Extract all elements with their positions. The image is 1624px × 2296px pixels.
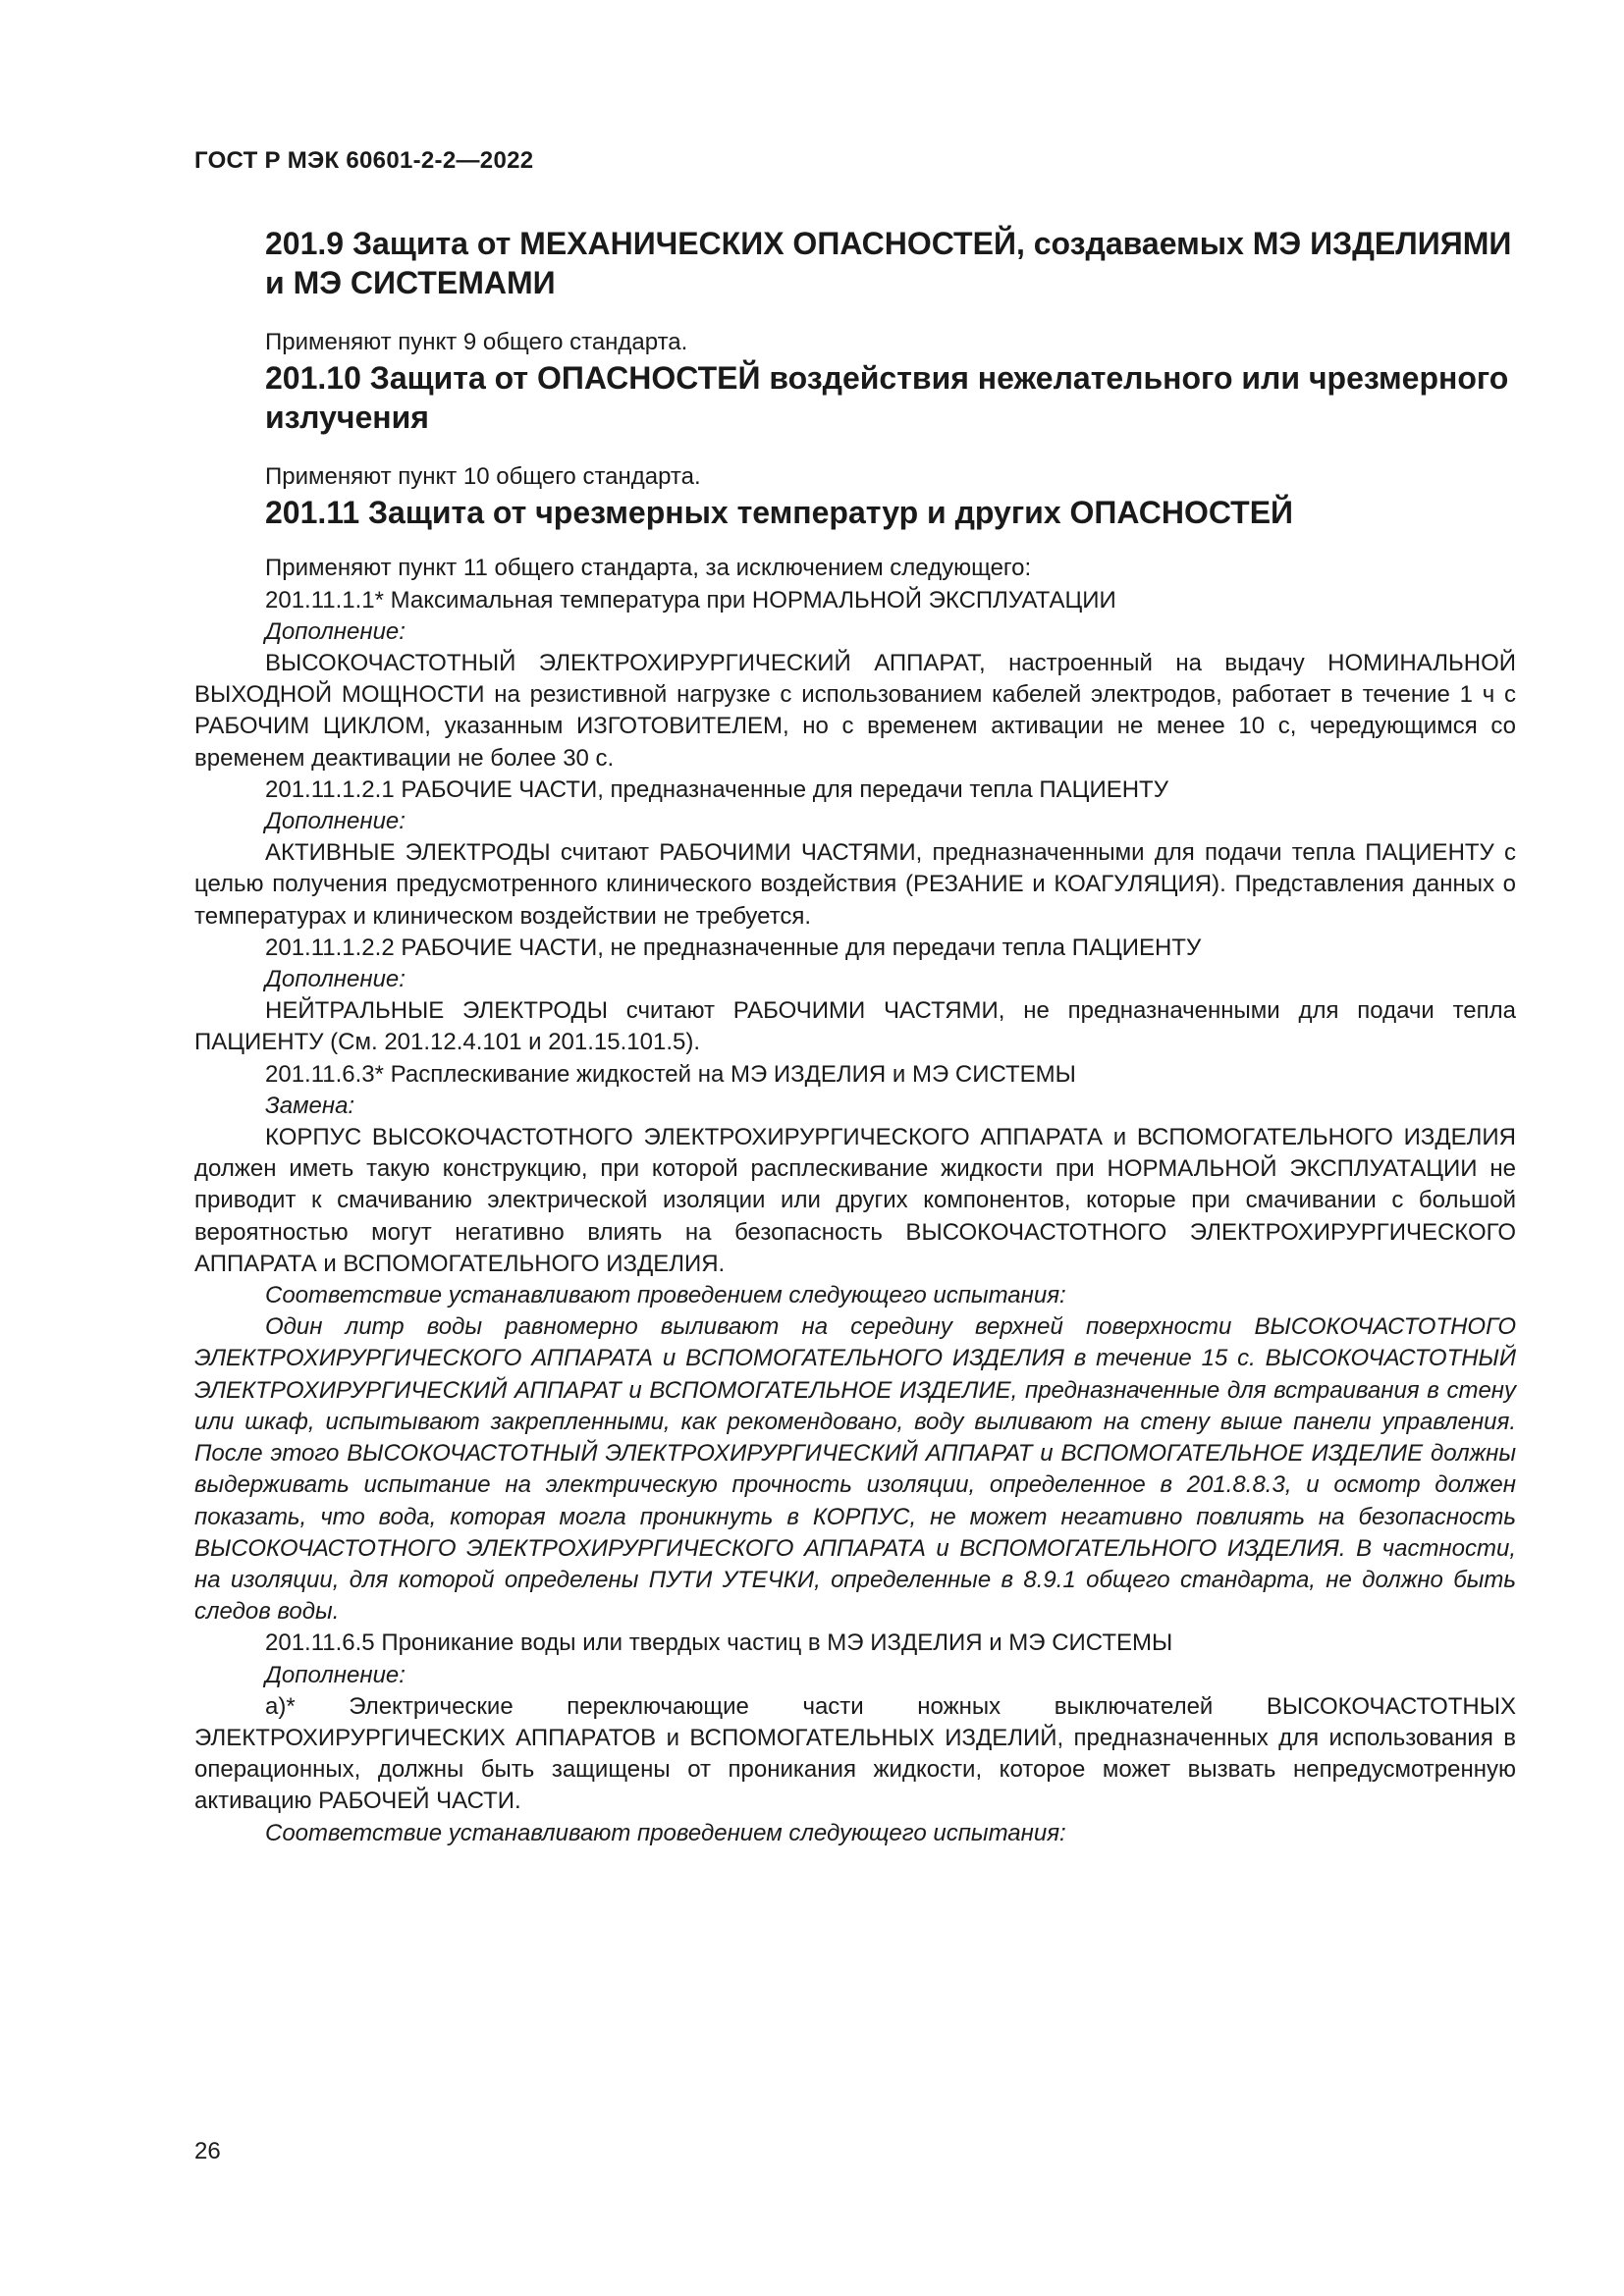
paragraph-max-temperature: ВЫСОКОЧАСТОТНЫЙ ЭЛЕКТРОХИРУРГИЧЕСКИЙ АППАРАТ, настроенный на выдачу НОМИНАЛЬНОЙ ВЫХОДНОЙ МОЩНОСТИ на резистивной нагрузке с использованием кабелей электродов, работает в течение 1 ч с РАБОЧИМ ЦИКЛОМ, указанным ИЗГОТОВИТЕЛЕМ, но с временем активации не менее 10 с, чередующимся со временем деактивации не более 30 с.	[194, 650, 1516, 772]
section-heading-201-10: 201.10 Защита от ОПАСНОСТЕЙ воздействия нежелательного или чрезмерного излучения	[265, 360, 1509, 436]
clause-201-11-1-2-2: 201.11.1.2.2 РАБОЧИЕ ЧАСТИ, не предназначенные для передачи тепла ПАЦИЕНТУ	[265, 934, 1202, 961]
section-text-201-9: Применяют пункт 9 общего стандарта.	[265, 329, 688, 355]
clause-201-11-1-1: 201.11.1.1* Максимальная температура при НОРМАЛЬНОЙ ЭКСПЛУАТАЦИИ	[265, 586, 1116, 614]
clause-201-11-6-5: 201.11.6.5 Проникание воды или твердых частиц в МЭ ИЗДЕЛИЯ и МЭ СИСТЕМЫ	[265, 1629, 1173, 1657]
paragraph-active-electrodes: АКТИВНЫЕ ЭЛЕКТРОДЫ считают РАБОЧИМИ ЧАСТЯМИ, предназначенными для подачи тепла ПАЦИЕНТУ с целью получения предусмотренного клинического воздействия (РЕЗАНИЕ и КОАГУЛЯЦИЯ). Представления данных о температурах и клиническом воздействии не требуется.	[194, 839, 1516, 930]
page-number: 26	[194, 2138, 221, 2164]
paragraph-neutral-electrodes: НЕЙТРАЛЬНЫЕ ЭЛЕКТРОДЫ считают РАБОЧИМИ ЧАСТЯМИ, не предназначенными для подачи тепла ПАЦИЕНТУ (См. 201.12.4.101 и 201.15.101.5).	[194, 997, 1516, 1056]
paragraph-enclosure: КОРПУС ВЫСОКОЧАСТОТНОГО ЭЛЕКТРОХИРУРГИЧЕСКОГО АППАРАТА и ВСПОМОГАТЕЛЬНОГО ИЗДЕЛИЯ должен иметь такую конструкцию, при которой расплескивание жидкости при НОРМАЛЬНОЙ ЭКСПЛУАТАЦИИ не приводит к смачиванию электрической изоляции или других компонентов, которые при смачивании с большой вероятностью могут негативно влиять на безопасность ВЫСОКОЧАСТОТНОГО ЭЛЕКТРОХИРУРГИЧЕСКОГО АППАРАТА и ВСПОМОГАТЕЛЬНОГО ИЗДЕЛИЯ.	[194, 1124, 1516, 1277]
compliance-label: Соответствие устанавливают проведением следующего испытания:	[265, 1819, 1066, 1846]
standard-header: ГОСТ Р МЭК 60601-2-2—2022	[194, 147, 534, 174]
paragraph-spill-test: Один литр воды равномерно выливают на середину верхней поверхности ВЫСОКОЧАСТОТНОГО ЭЛЕКТРОХИРУРГИЧЕСКОГО АППАРАТА и ВСПОМОГАТЕЛЬНОГО ИЗДЕЛИЯ в течение 15 с. ВЫСОКОЧАСТОТНЫЙ ЭЛЕКТРОХИРУРГИЧЕСКИЙ АППАРАТ и ВСПОМОГАТЕЛЬНОЕ ИЗДЕЛИЕ, предназначенные для встраивания в стену или шкаф, испытывают закрепленными, как рекомендовано, воду выливают на стену выше панели управления. После этого ВЫСОКОЧАСТОТНЫЙ ЭЛЕКТРОХИРУРГИЧЕСКИЙ АППАРАТ и ВСПОМОГАТЕЛЬНОЕ ИЗДЕЛИЕ должны выдерживать испытание на электрическую прочность изоляции, определенное в 201.8.8.3, и осмотр должен показать, что вода, которая могла проникнуть в КОРПУС, не может негативно повлиять на безопасность ВЫСОКОЧАСТОТНОГО ЭЛЕКТРОХИРУРГИЧЕСКОГО АППАРАТА и ВСПОМОГАТЕЛЬНОГО ИЗДЕЛИЯ. В частности, на изоляции, для которой определены ПУТИ УТЕЧКИ, определенные в 8.9.1 общего стандарта, не должно быть следов воды.	[194, 1313, 1516, 1626]
section-heading-201-11: 201.11 Защита от чрезмерных температур и других ОПАСНОСТЕЙ	[265, 495, 1294, 531]
replacement-label: Замена:	[265, 1092, 355, 1119]
section-heading-201-9: 201.9 Защита от МЕХАНИЧЕСКИХ ОПАСНОСТЕЙ, создаваемых МЭ ИЗДЕЛИЯМИ и МЭ СИСТЕМАМИ	[265, 226, 1512, 300]
addition-label: Дополнение:	[265, 1661, 406, 1688]
compliance-label: Соответствие устанавливают проведением следующего испытания:	[265, 1282, 1066, 1309]
clause-201-11-6-3: 201.11.6.3* Расплескивание жидкостей на МЭ ИЗДЕЛИЯ и МЭ СИСТЕМЫ	[265, 1060, 1076, 1088]
paragraph-intro: Применяют пункт 11 общего стандарта, за исключением следующего:	[265, 555, 1032, 582]
addition-label: Дополнение:	[265, 966, 406, 993]
clause-201-11-1-2-1: 201.11.1.2.1 РАБОЧИЕ ЧАСТИ, предназначенные для передачи тепла ПАЦИЕНТУ	[265, 775, 1168, 803]
section-text-201-10: Применяют пункт 10 общего стандарта.	[265, 463, 701, 491]
addition-label: Дополнение:	[265, 617, 406, 645]
paragraph-footswitch: a)* Электрические переключающие части ножных выключателей ВЫСОКОЧАСТОТНЫХ ЭЛЕКТРОХИРУРГИЧЕСКИХ АППАРАТОВ и ВСПОМОГАТЕЛЬНЫХ ИЗДЕЛИЙ, предназначенных для использования в операционных, должны быть защищены от проникания жидкости, которое может вызвать непредусмотренную активацию РАБОЧЕЙ ЧАСТИ.	[194, 1692, 1516, 1815]
addition-label: Дополнение:	[265, 808, 406, 835]
page-content	[194, 224, 1516, 1849]
